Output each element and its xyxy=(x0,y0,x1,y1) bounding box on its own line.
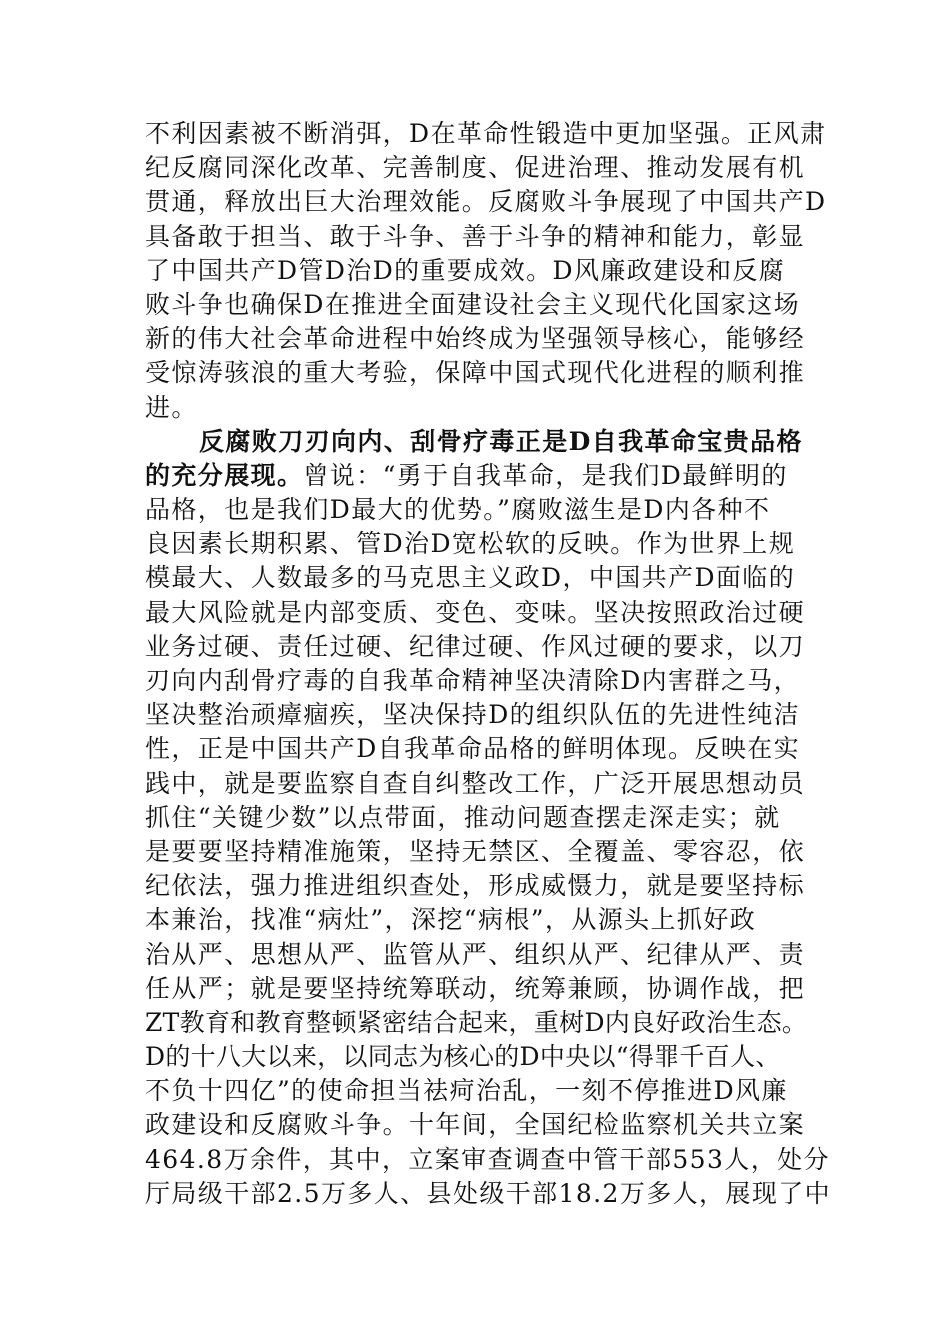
text-line: 了中国共产D管D治D的重要成效。D风廉政建设和反腐 xyxy=(145,255,786,285)
text-line: 进。 xyxy=(145,392,198,422)
text-line: 任从严；就是要坚持统筹联动，统筹兼顾，协调作战，把 xyxy=(145,973,806,1003)
text-line: 最大风险就是内部变质、变色、变味。坚决按照政治过硬 xyxy=(145,597,806,627)
text-line: 业务过硬、责任过硬、纪律过硬、作风过硬的要求，以刀 xyxy=(145,631,806,661)
text-line: 具备敢于担当、敢于斗争、善于斗争的精神和能力，彰显 xyxy=(145,221,806,251)
text-line: 性，正是中国共产D自我革命品格的鲜明体现。反映在实 xyxy=(145,734,801,764)
text-line: 刃向内刮骨疗毒的自我革命精神坚决清除D内害群之马， xyxy=(145,666,801,695)
paragraph-heading-line: 反腐败刀刃向内、刮骨疗毒正是D自我革命宝贵品格 xyxy=(199,426,803,456)
text-line: 本兼治，找准“病灶”，深挖“病根”，从源头上抓好政 xyxy=(145,905,757,935)
text-line: 坚决整治顽瘴痼疾，坚决保持D的组织队伍的先进性纯洁 xyxy=(145,700,801,730)
text-line: 是要要坚持精准施策，坚持无禁区、全覆盖、零容忍，依 xyxy=(145,836,806,866)
text-line: 厅局级干部2.5万多人、县处级干部18.2万多人，展现了中 xyxy=(145,1178,832,1208)
text-line: 模最大、人数最多的马克思主义政D，中国共产D面临的 xyxy=(145,563,796,593)
text-line: 抓住“关键少数”以点带面，推动问题查摆走深走实；就 xyxy=(145,802,781,832)
text-line: 新的伟大社会革命进程中始终成为坚强领导核心，能够经 xyxy=(145,324,806,354)
text-line: 败斗争也确保D在推进全面建设社会主义现代化国家这场 xyxy=(145,289,801,319)
text-line: 受惊涛骇浪的重大考验，保障中国式现代化进程的顺利推 xyxy=(145,358,806,388)
text-line: 不利因素被不断消弭，D在革命性锻造中更加坚强。正风肃 xyxy=(145,119,827,148)
text-line: ZT教育和教育整顿紧密结合起来，重树D内良好政治生态。 xyxy=(145,1007,808,1037)
text-line: 政建设和反腐败斗争。十年间，全国纪检监察机关共立案 xyxy=(145,1110,806,1140)
text-line: 贯通，释放出巨大治理效能。反腐败斗争展现了中国共产D xyxy=(145,187,827,217)
text-span: 曾说：“勇于自我革命，是我们D最鲜明的 xyxy=(303,460,788,490)
text-line: D的十八大以来，以同志为核心的D中央以“得罪千百人、 xyxy=(145,1042,781,1072)
text-line xyxy=(145,459,815,493)
text-line: 品格，也是我们D最大的优势。”腐败滋生是D内各种不 xyxy=(145,495,771,525)
text-line: 不负十四亿”的使命担当祛疴治乱，一刻不停推进D风廉 xyxy=(145,1076,788,1106)
text-line: 践中，就是要监察自查自纠整改工作，广泛开展思想动员 xyxy=(145,768,806,798)
text-line: 治从严、思想从严、监管从严、组织从严、纪律从严、责 xyxy=(145,939,806,969)
text-line: 464.8万余件，其中，立案审查调查中管干部553人，处分 xyxy=(145,1144,830,1174)
text-line: 纪反腐同深化改革、完善制度、促进治理、推动发展有机 xyxy=(145,153,806,183)
paragraph-heading-end: 的充分展现。 xyxy=(145,460,304,490)
text-line: 良因素长期积累、管D治D宽松软的反映。作为世界上规 xyxy=(145,529,796,559)
text-line: 纪依法，强力推进组织查处，形成威慑力，就是要坚持标 xyxy=(145,871,806,901)
body-text xyxy=(145,117,832,1211)
